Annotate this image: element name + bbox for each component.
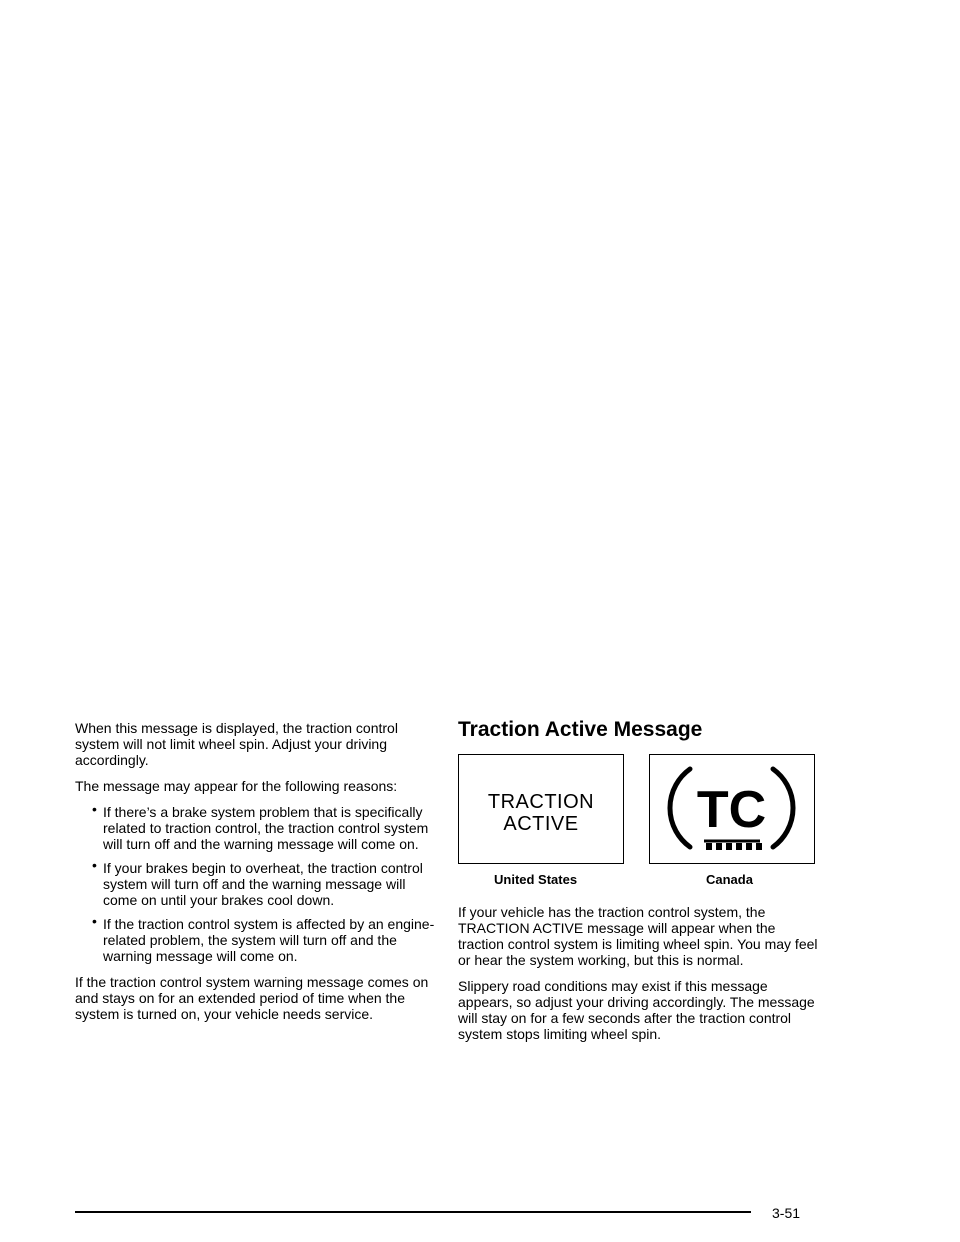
tc-traction-control-icon [650, 755, 813, 862]
message-line-1: TRACTION [487, 791, 595, 813]
figures [458, 754, 820, 890]
page-number: 3-51 [772, 1205, 801, 1221]
list-item: • If there’s a brake system problem that is specifically related to traction control, the traction control system will turn off and the warning message will come on. [75, 804, 435, 852]
intro-paragraph: When this message is displayed, the traction control system will not limit wheel spin. Adjust your driving accordingly. [75, 720, 398, 768]
left-column [75, 720, 435, 1032]
list-item: • If the traction control system is affected by an engine-related problem, the system will turn off and the warning message will come on. [75, 916, 435, 964]
tc-symbol-figure [649, 754, 815, 864]
message-line-2: ACTIVE [503, 813, 579, 835]
paragraph-1: If your vehicle has the traction control system, the TRACTION ACTIVE message will appear when the traction control system is limiting wheel spin. You may feel or hear the system working, but this is normal. [458, 904, 818, 968]
reasons-list [75, 804, 435, 964]
right-column [458, 718, 820, 1052]
figure-label-us: United States [494, 872, 578, 887]
traction-active-display-figure [458, 754, 624, 864]
list-item: • If your brakes begin to overheat, the traction control system will turn off and the warning message will come on until your brakes cool down. [75, 860, 435, 908]
figure-label-canada: Canada [706, 872, 753, 887]
footer-rule [75, 1211, 751, 1213]
tc-symbol-text: TC [696, 781, 767, 839]
traction-active-message [459, 791, 623, 835]
reasons-lead: The message may appear for the following reasons: [75, 778, 398, 794]
paragraph-2: Slippery road conditions may exist if this message appears, so adjust your driving accordingly. The message will stay on for a few seconds after the traction control system stops limiting wheel spin. [458, 978, 815, 1042]
section-heading: Traction Active Message [458, 718, 703, 741]
closing-paragraph: If the traction control system warning message comes on and stays on for an extended period of time when the system is turned on, your vehicle needs service. [75, 974, 429, 1022]
